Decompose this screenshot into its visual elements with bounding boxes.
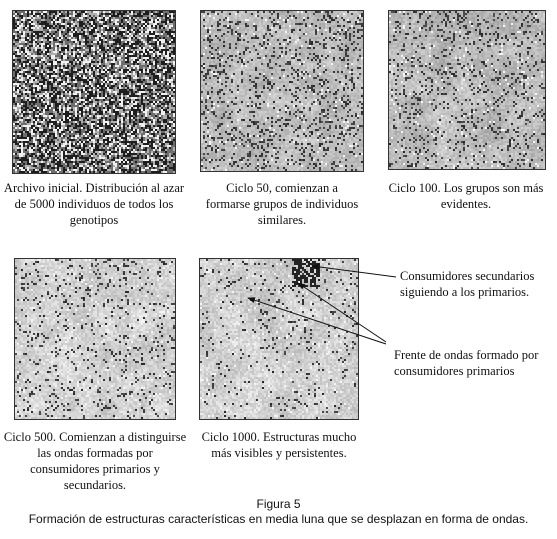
caption-cycle-50: [192, 180, 372, 228]
caption-initial: [0, 180, 188, 228]
annotation-wave-front: [394, 347, 538, 379]
pattern-cycle-100: [389, 11, 545, 169]
panel-cycle-100: [388, 10, 546, 170]
caption-line: secundarios.: [63, 478, 127, 492]
caption-line: Ciclo 500. Comienzan a distinguirse: [3, 430, 187, 444]
annotation-secondary-consumers: [400, 268, 534, 300]
caption-line: de 5000 individuos de todos los: [14, 197, 174, 211]
caption-cycle-500: [0, 429, 190, 493]
panel-cycle-500: [14, 258, 176, 420]
figure-caption: Formación de estructuras características en media luna que se desplazan en forma de ondas.: [28, 512, 529, 526]
caption-line: Archivo inicial. Distribución al azar: [3, 181, 185, 195]
annotation-line: Consumidores secundarios: [400, 269, 535, 283]
annotation-line: consumidores primarios: [394, 364, 515, 378]
caption-line: más visibles y persistentes.: [211, 446, 347, 460]
caption-cycle-100: [380, 180, 552, 212]
caption-line: consumidores primarios y: [30, 462, 160, 476]
panel-cycle-50: [200, 10, 364, 172]
annotation-line: Frente de ondas formado por: [394, 348, 539, 362]
caption-line: evidentes.: [440, 197, 492, 211]
pattern-cycle-1000: [200, 259, 358, 419]
caption-line: genotipos: [69, 213, 119, 227]
caption-cycle-1000: [190, 429, 368, 461]
panel-initial: [12, 10, 176, 174]
pattern-cycle-50: [201, 11, 363, 171]
caption-line: similares.: [257, 213, 307, 227]
caption-line: Ciclo 50, comienzan a: [226, 181, 338, 195]
panel-cycle-1000: [199, 258, 359, 420]
caption-line: Ciclo 100. Los grupos son más: [388, 181, 544, 195]
figure-title: Figura 5: [256, 497, 301, 511]
caption-line: Ciclo 1000. Estructuras mucho: [201, 430, 357, 444]
annotation-line: siguiendo a los primarios.: [400, 285, 530, 299]
pattern-cycle-500: [15, 259, 175, 419]
pattern-initial: [13, 11, 175, 173]
caption-line: formarse grupos de individuos: [205, 197, 359, 211]
caption-line: las ondas formadas por: [37, 446, 153, 460]
